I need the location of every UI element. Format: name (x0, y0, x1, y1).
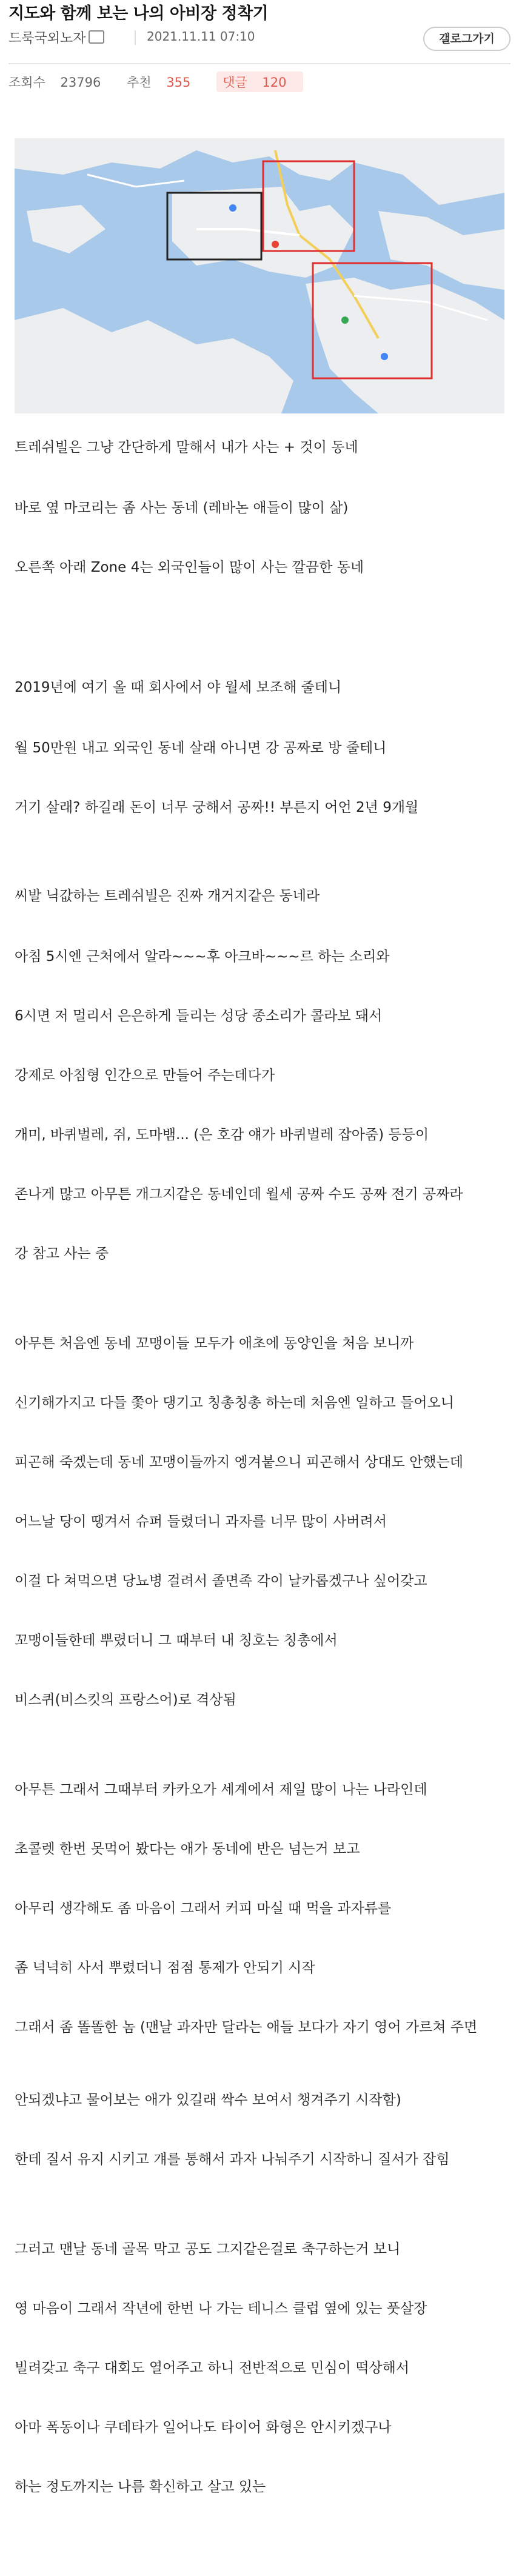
body-line: 하는 정도까지는 나름 확신하고 살고 있는 (15, 2479, 266, 2495)
body-line: 신기해가지고 다들 쫓아 댕기고 칭총칭총 하는데 처음엔 일하고 들어오니 (15, 1395, 455, 1411)
comments-stat[interactable] (216, 72, 303, 92)
map-image (15, 138, 504, 413)
map-marker-blue (229, 204, 236, 212)
body-line: 안되겠냐고 물어보는 애가 있길래 싹수 보여서 챙겨주기 시작함) (15, 2092, 401, 2108)
post-stats (8, 72, 314, 92)
map-marker-green (341, 316, 349, 324)
post-meta (8, 27, 511, 51)
body-line: 빌려갖고 축구 대회도 열어주고 하니 전반적으로 민심이 떡상해서 (15, 2360, 410, 2376)
comments-label[interactable]: 댓글 (223, 75, 247, 90)
body-line: 꼬맹이들한테 뿌렸더니 그 때부터 내 칭호는 칭총에서 (15, 1633, 338, 1648)
gallog-button[interactable]: 갤로그가기 (423, 27, 511, 51)
body-line: 강제로 아침형 인간으로 만들어 주는데다가 (15, 1068, 275, 1083)
body-line: 그래서 좀 똘똘한 놈 (맨날 과자만 달라는 애들 보다가 자기 영어 가르쳐 주면 (15, 2019, 478, 2035)
map-svg (15, 138, 504, 413)
body-line: 아무튼 처음엔 동네 꼬맹이들 모두가 애초에 동양인을 처음 보니까 (15, 1336, 414, 1351)
body-line: 아무리 생각해도 좀 마음이 그래서 커피 마실 때 먹을 과자류를 (15, 1901, 392, 1916)
body-line: 비스퀴(비스킷의 프랑스어)로 격상됨 (15, 1692, 236, 1708)
author-label[interactable]: 드룩국외노자 (8, 31, 86, 46)
body-line: 어느날 당이 땡겨서 슈퍼 들렸더니 과자를 너무 많이 사버려서 (15, 1514, 387, 1530)
views-label: 조회수 (8, 75, 45, 90)
post-title: 지도와 함께 보는 나의 아비장 정착기 (8, 4, 269, 23)
body-line: 거기 살래? 하길래 돈이 너무 궁해서 공짜!! 부른지 어언 2년 9개월 (15, 800, 419, 815)
likes-stat (127, 75, 201, 90)
body-line: 바로 옆 마코리는 좀 사는 동네 (레바논 애들이 많이 삶) (15, 500, 349, 516)
map-marker-red (272, 241, 279, 248)
body-line: 2019년에 여기 올 때 회사에서 야 월세 보조해 줄테니 (15, 680, 342, 695)
body-line: 좀 넉넉히 사서 뿌렸더니 점점 통제가 안되기 시작 (15, 1960, 315, 1976)
body-line: 아무튼 그래서 그때부터 카카오가 세계에서 제일 많이 나는 나라인데 (15, 1782, 427, 1798)
body-line: 영 마음이 그래서 작년에 한번 나 가는 테니스 클럽 옆에 있는 풋살장 (15, 2301, 427, 2317)
body-line: 아마 폭동이나 쿠데타가 일어나도 타이어 화형은 안시키겠구나 (15, 2420, 392, 2435)
body-line: 초콜렛 한번 못먹어 봤다는 애가 동네에 반은 넘는거 보고 (15, 1841, 360, 1857)
body-line: 오른쪽 아래 Zone 4는 외국인들이 많이 사는 깔끔한 동네 (15, 560, 364, 575)
meta-separator (135, 30, 136, 45)
body-line: 한테 질서 유지 시키고 걔를 통해서 과자 나눠주기 시작하니 질서가 잡힘 (15, 2152, 450, 2167)
likes-label: 추천 (127, 75, 152, 90)
body-line: 개미, 바퀴벌레, 쥐, 도마뱀... (은 호감 얘가 바퀴벌레 잡아줌) 등등이 (15, 1127, 429, 1143)
body-line: 이걸 다 쳐먹으면 당뇨병 걸려서 졸면족 각이 날카롭겠구나 싶어갖고 (15, 1573, 427, 1589)
body-line: 6시면 저 멀리서 은은하게 들리는 성당 종소리가 콜라보 돼서 (15, 1008, 383, 1024)
gallog-icon (89, 30, 104, 44)
body-line: 피곤해 죽겠는데 동네 꼬맹이들까지 엥겨붙으니 피곤해서 상대도 안했는데 (15, 1454, 463, 1470)
author-name[interactable] (8, 28, 104, 47)
likes-count: 355 (166, 75, 191, 90)
views-stat (8, 75, 112, 90)
body-line: 강 참고 사는 중 (15, 1246, 109, 1262)
post-header (8, 0, 511, 24)
body-line: 아침 5시엔 근처에서 알라~~~후 아크바~~~르 하는 소리와 (15, 949, 390, 965)
comments-count[interactable]: 120 (262, 75, 287, 90)
map-marker-blue-2 (381, 353, 388, 360)
views-count: 23796 (60, 75, 101, 90)
body-line: 월 50만원 내고 외국인 동네 살래 아니면 강 공짜로 방 줄테니 (15, 740, 387, 756)
body-line: 트레쉬빌은 그냥 간단하게 말해서 내가 사는 + 것이 동네 (15, 440, 358, 455)
post-date: 2021.11.11 07:10 (147, 29, 255, 44)
body-line: 그러고 맨날 동네 골목 막고 공도 그지같은걸로 축구하는거 보니 (15, 2241, 401, 2257)
body-line: 씨발 닉값하는 트레쉬빌은 진짜 개거지같은 동네라 (15, 888, 320, 904)
header-divider (8, 63, 511, 64)
body-line: 존나게 많고 아무튼 개그지같은 동네인데 월세 공짜 수도 공짜 전기 공짜라 (15, 1186, 463, 1202)
